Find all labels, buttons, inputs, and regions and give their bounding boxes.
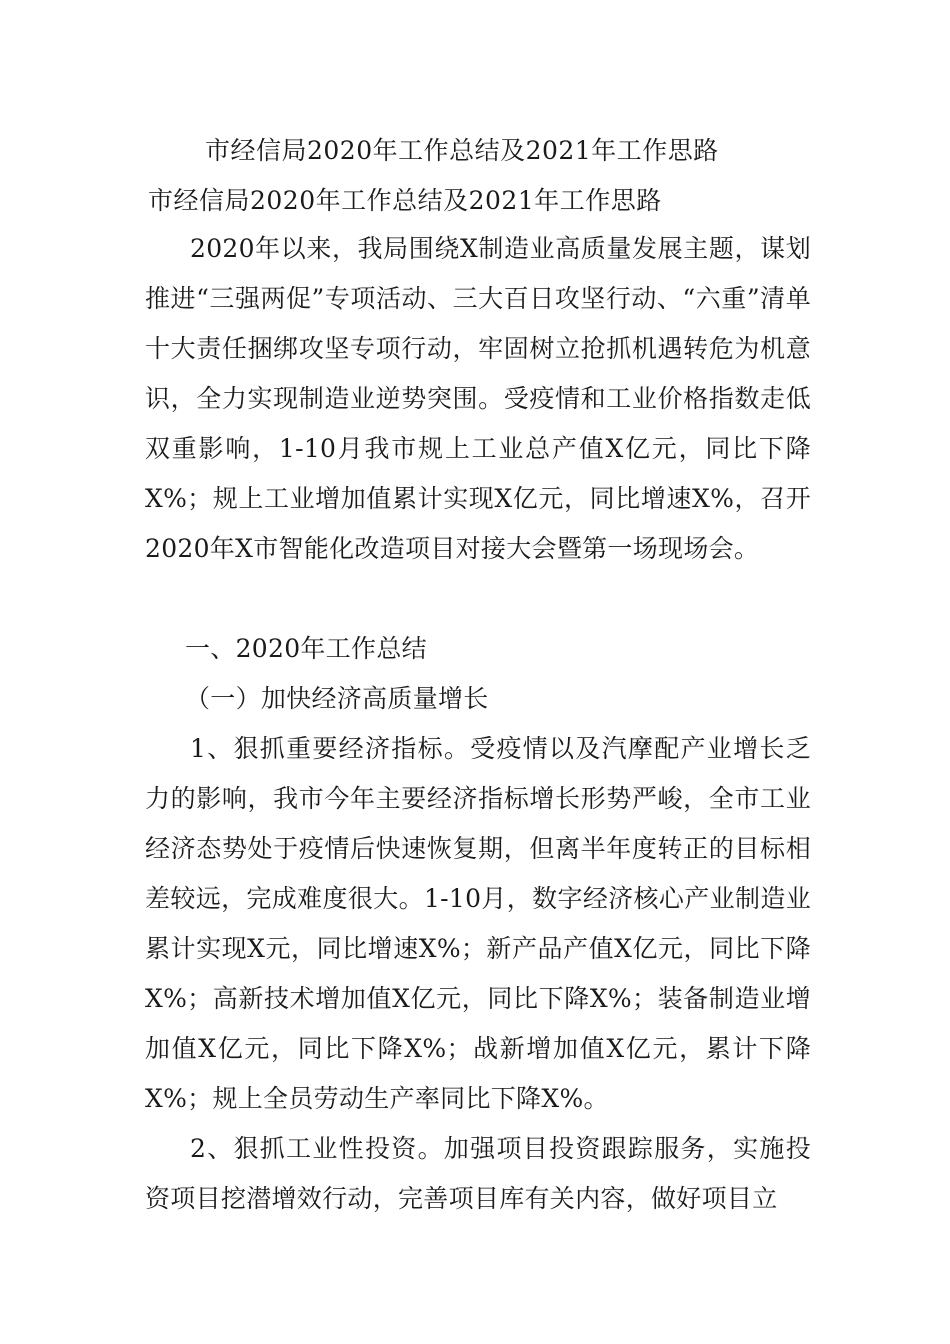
- item-2-paragraph: 2、狠抓工业性投资。加强项目投资跟踪服务，实施投资项目挖潜增效行动，完善项目库有关内容，做好项目立: [145, 1134, 811, 1213]
- subsection-heading: （一）加快经济高质量增长: [185, 684, 489, 713]
- section-heading: 一、2020年工作总结: [185, 634, 427, 663]
- item-1-paragraph: 1、狠抓重要经济指标。受疫情以及汽摩配产业增长乏力的影响，我市今年主要经济指标增长形势严峻，全市工业经济态势处于疫情后快速恢复期，但离半年度转正的目标相差较远，完成难度很大。1-10月，数字经济核心产业制造业累计实现X元，同比增速X%；新产品产值X亿元，同比下降X%；高新技术增加值X亿元，同比下降X%；装备制造业增加值X亿元，同比下降X%；战新增加值X亿元，累计下降X%；规上全员劳动生产率同比下降X%。: [145, 734, 811, 1113]
- document-title: 市经信局2020年工作总结及2021年工作思路: [205, 136, 719, 165]
- intro-paragraph: 2020年以来，我局围绕X制造业高质量发展主题，谋划推进“三强两促”专项活动、三大百日攻坚行动、“六重”清单十大责任捆绑攻坚专项行动，牢固树立抢抓机遇转危为机意识，全力实现制造业逆势突围。受疫情和工业价格指数走低双重影响，1-10月我市规上工业总产值X亿元，同比下降X%；规上工业增加值累计实现X亿元，同比增速X%，召开2020年X市智能化改造项目对接大会暨第一场现场会。: [145, 234, 811, 563]
- document-title-repeat: 市经信局2020年工作总结及2021年工作思路: [148, 186, 662, 215]
